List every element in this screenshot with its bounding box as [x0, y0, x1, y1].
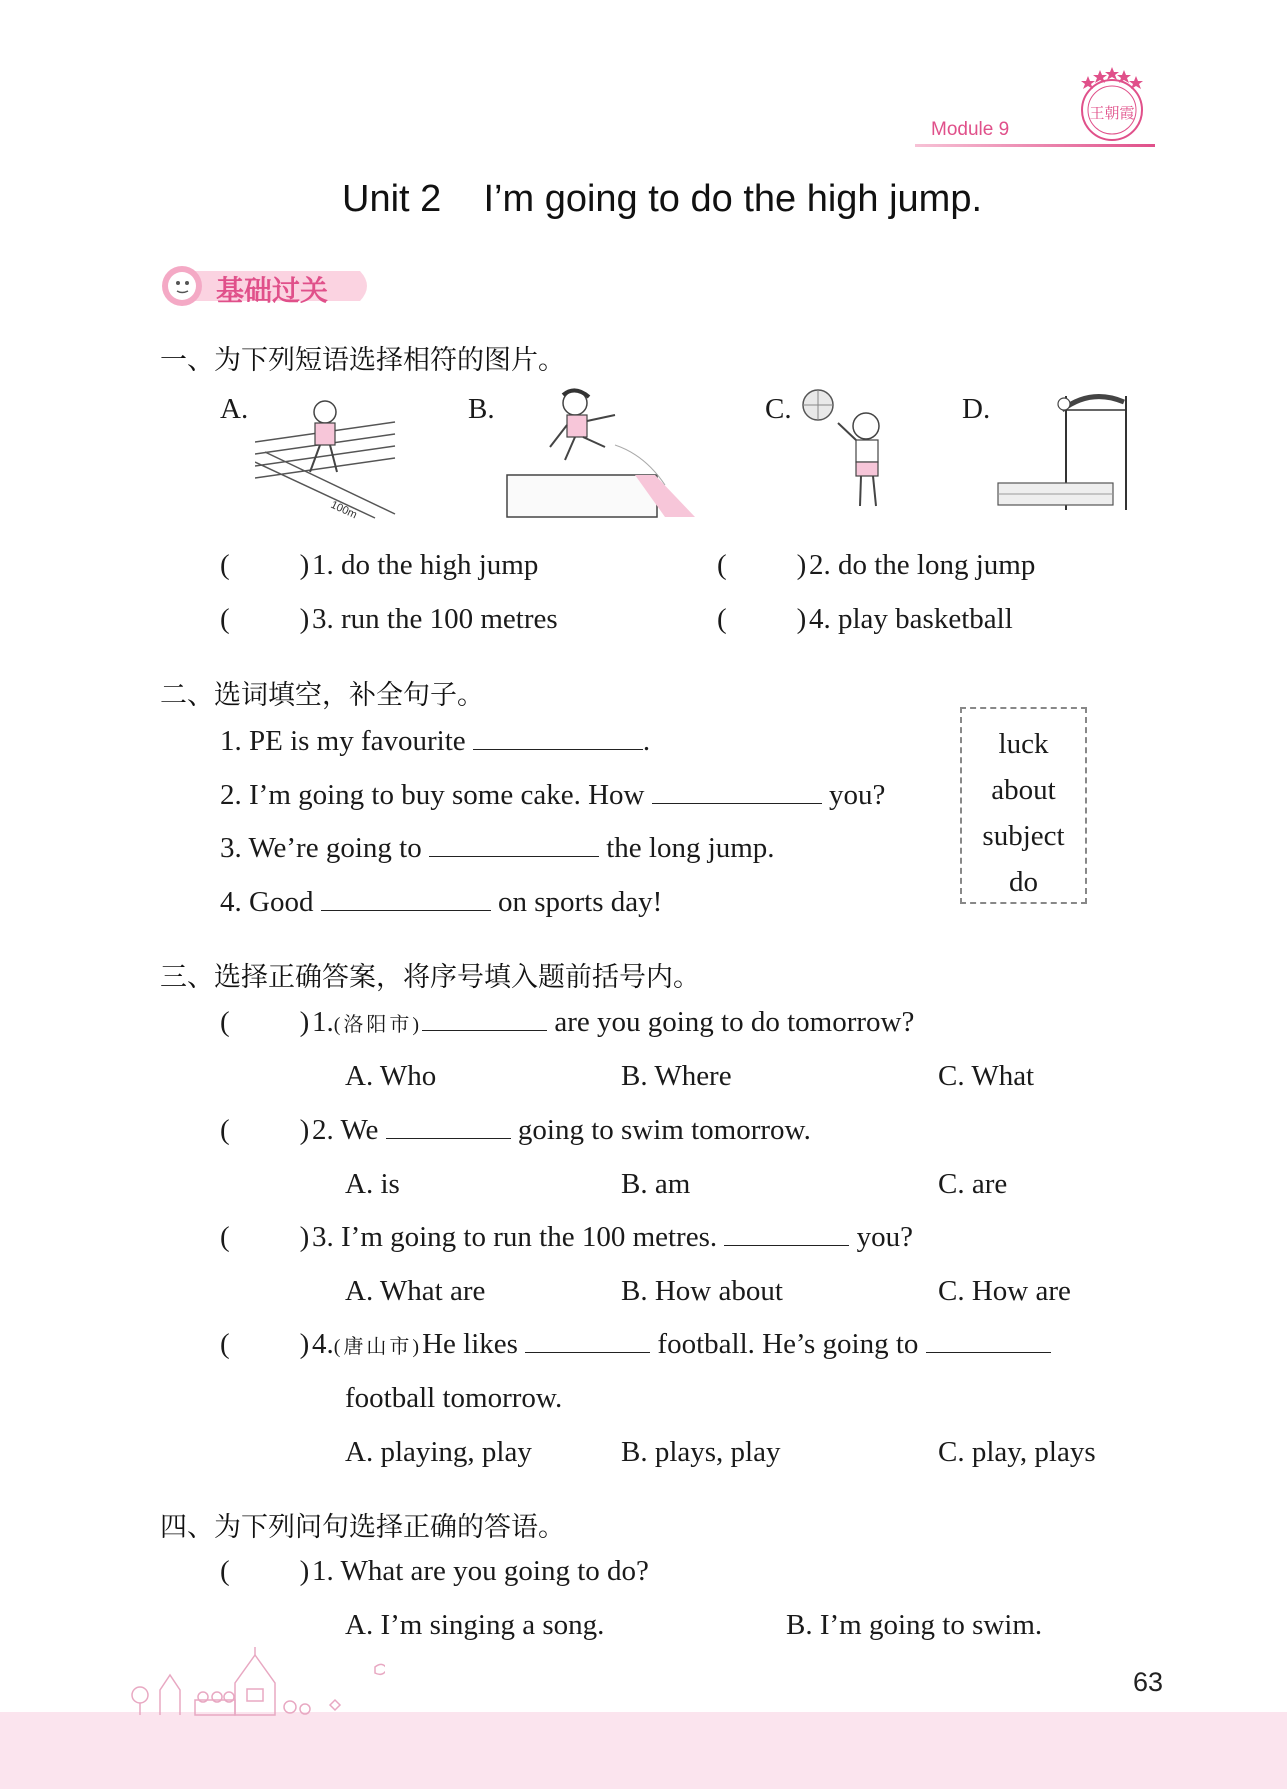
- part3-question-3: [312, 1221, 913, 1254]
- question-text: 2. We: [312, 1114, 379, 1146]
- fill-blank[interactable]: [473, 748, 643, 750]
- part1-item-4: 4. play basketball: [809, 603, 1013, 635]
- question-number: 4.: [312, 1328, 334, 1360]
- picture-label-b: B.: [468, 393, 495, 425]
- part1-item-1: 1. do the high jump: [312, 549, 539, 581]
- answer-bracket-p3-2[interactable]: ( ): [220, 1114, 310, 1146]
- bracket-close: ): [796, 603, 807, 635]
- part3-question-4: [312, 1328, 1051, 1361]
- footer-band: [0, 1712, 1287, 1789]
- bracket-close: ): [299, 603, 310, 635]
- option-b[interactable]: B. am: [621, 1168, 691, 1200]
- word-option: subject: [982, 820, 1065, 852]
- fill-blank[interactable]: [724, 1244, 849, 1246]
- source-note: (唐山市): [333, 1336, 423, 1358]
- logo-text: 王朝霞: [1089, 104, 1135, 122]
- part3-heading: 三、选择正确答案，将序号填入题前括号内。: [160, 962, 700, 993]
- page-number: 63: [1133, 1667, 1164, 1697]
- option-c[interactable]: C. How are: [938, 1275, 1071, 1307]
- sentence-text: 1. PE is my favourite: [220, 725, 466, 757]
- answer-bracket-p3-1[interactable]: ( ): [220, 1006, 310, 1038]
- section-badge-label: 基础过关: [216, 274, 329, 307]
- source-note: (洛阳市): [333, 1014, 423, 1036]
- bracket-open: (: [220, 603, 230, 635]
- section-badge: [160, 263, 375, 309]
- sentence-text: you?: [828, 779, 886, 811]
- part2-sentence-4: [220, 886, 662, 919]
- part2-sentence-1: [220, 725, 650, 758]
- option-b[interactable]: B. plays, play: [621, 1436, 781, 1468]
- bracket-open: (: [220, 549, 230, 581]
- part3-question-4-line2: football tomorrow.: [345, 1382, 563, 1414]
- answer-bracket-1[interactable]: [220, 549, 309, 582]
- answer-bracket-p3-4[interactable]: ( ): [220, 1328, 310, 1360]
- basketball-player-figure-icon: [798, 388, 908, 515]
- sentence-text: the long jump.: [606, 832, 775, 864]
- option-b[interactable]: B. Where: [621, 1060, 732, 1092]
- part4-question-1: 1. What are you going to do?: [312, 1555, 649, 1587]
- part4-heading: 四、为下列问句选择正确的答语。: [160, 1512, 565, 1543]
- picture-label-c: C.: [765, 393, 792, 425]
- word-option: about: [991, 774, 1056, 806]
- fill-blank[interactable]: [386, 1137, 511, 1139]
- fill-blank[interactable]: [652, 802, 822, 804]
- sentence-text: .: [642, 725, 651, 757]
- option-c[interactable]: C. play, plays: [938, 1436, 1096, 1468]
- part1-item-2: 2. do the long jump: [809, 549, 1036, 581]
- part2-sentence-2: [220, 779, 885, 812]
- option-a[interactable]: A. I’m singing a song.: [345, 1609, 605, 1641]
- option-b[interactable]: B. How about: [621, 1275, 783, 1307]
- word-option: do: [1009, 866, 1038, 898]
- svg-text:100m: 100m: [328, 498, 359, 519]
- footer-castle-illustration-icon: [125, 1645, 385, 1717]
- high-jump-figure-icon: [996, 388, 1131, 515]
- question-text: football. He’s going to: [657, 1328, 919, 1360]
- bracket-open: (: [717, 603, 727, 635]
- option-a[interactable]: A. Who: [345, 1060, 437, 1092]
- option-a[interactable]: A. playing, play: [345, 1436, 532, 1468]
- sentence-text: on sports day!: [497, 886, 663, 918]
- running-track-figure-icon: [255, 392, 400, 519]
- answer-bracket-4[interactable]: [717, 603, 806, 636]
- question-text: are you going to do tomorrow?: [554, 1006, 915, 1038]
- fill-blank[interactable]: [429, 855, 599, 857]
- question-text: 3. I’m going to run the 100 metres.: [312, 1221, 718, 1253]
- part1-heading: 一、为下列短语选择相符的图片。: [160, 345, 565, 376]
- question-text: He likes: [422, 1328, 518, 1360]
- long-jump-figure-icon: [505, 385, 695, 520]
- part2-sentence-3: [220, 832, 775, 865]
- module-label: Module 9: [931, 119, 1010, 140]
- part3-question-2: [312, 1114, 811, 1147]
- option-c[interactable]: C. What: [938, 1060, 1035, 1092]
- bracket-close: ): [299, 549, 310, 581]
- answer-bracket-p3-3[interactable]: ( ): [220, 1221, 310, 1253]
- fill-blank[interactable]: [321, 909, 491, 911]
- fill-blank[interactable]: [422, 1029, 547, 1031]
- picture-label-d: D.: [962, 393, 991, 425]
- word-box: [960, 707, 1087, 904]
- word-option: luck: [998, 728, 1049, 760]
- part1-item-3: 3. run the 100 metres: [312, 603, 558, 635]
- option-a[interactable]: A. is: [345, 1168, 400, 1200]
- part2-heading: 二、选词填空，补全句子。: [160, 680, 484, 711]
- part3-question-1: [312, 1006, 914, 1039]
- option-b[interactable]: B. I’m going to swim.: [786, 1609, 1043, 1641]
- question-number: 1.: [312, 1006, 334, 1038]
- fill-blank[interactable]: [926, 1351, 1051, 1353]
- sentence-text: 2. I’m going to buy some cake. How: [220, 779, 645, 811]
- publisher-logo: [1072, 62, 1152, 152]
- sentence-text: 3. We’re going to: [220, 832, 422, 864]
- bracket-open: (: [717, 549, 727, 581]
- sentence-text: 4. Good: [220, 886, 314, 918]
- logo-seal-icon: [1072, 62, 1152, 152]
- bracket-close: ): [796, 549, 807, 581]
- picture-label-a: A.: [220, 393, 249, 425]
- option-c[interactable]: C. are: [938, 1168, 1008, 1200]
- fill-blank[interactable]: [525, 1351, 650, 1353]
- question-text: going to swim tomorrow.: [517, 1114, 811, 1146]
- unit-title: Unit 2 I’m going to do the high jump.: [342, 178, 983, 220]
- option-a[interactable]: A. What are: [345, 1275, 486, 1307]
- answer-bracket-2[interactable]: [717, 549, 806, 582]
- answer-bracket-3[interactable]: [220, 603, 309, 636]
- question-text: you?: [856, 1221, 913, 1253]
- answer-bracket-p4-1[interactable]: ( ): [220, 1555, 310, 1587]
